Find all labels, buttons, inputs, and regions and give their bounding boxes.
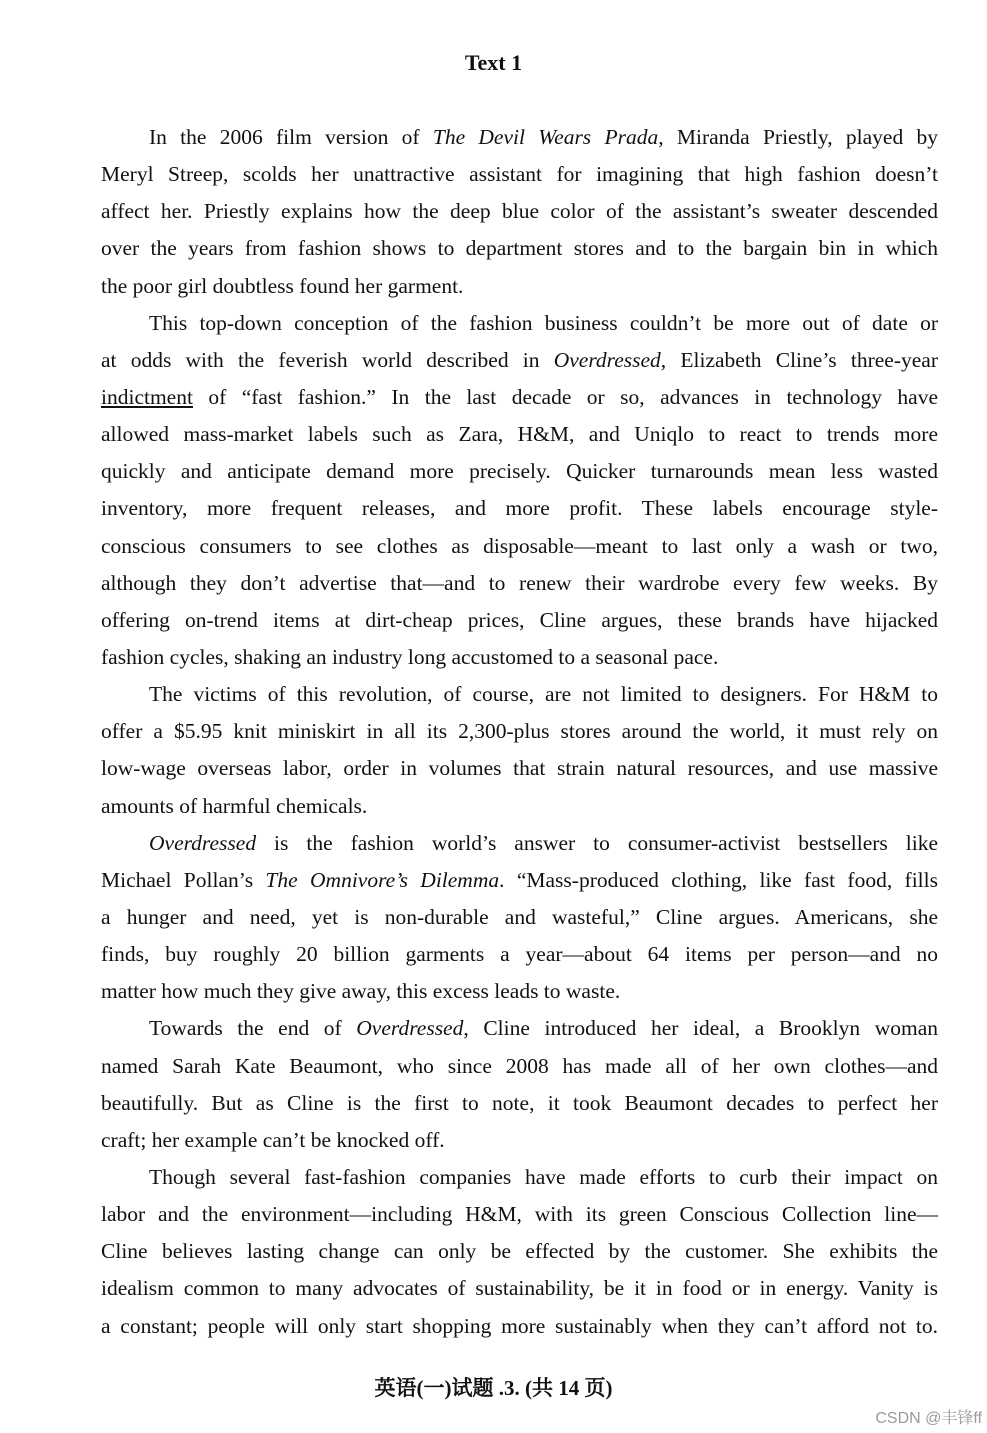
text-segment: craft; her example can’t be knocked off.: [101, 1127, 445, 1152]
text-line: [101, 1159, 938, 1196]
text-line: [101, 528, 938, 565]
italic-title: Overdressed: [356, 1016, 464, 1041]
text-segment: quickly and anticipate demand more precisely. Quicker turnarounds mean less wasted: [101, 459, 938, 484]
text-segment: offering on-trend items at dirt-cheap prices, Cline argues, these brands have hijacked: [101, 607, 938, 632]
text-line: [101, 156, 938, 193]
text-line: [101, 305, 938, 342]
text-segment: at odds with the feverish world described in: [101, 347, 554, 372]
text-segment: affect her. Priestly explains how the deep blue color of the assistant’s sweater descended: [101, 199, 938, 224]
text-line: [101, 1196, 938, 1233]
text-line: [101, 416, 938, 453]
text-line: [101, 193, 938, 230]
text-segment: labor and the environment—including H&M, with its green Conscious Collection line—: [101, 1202, 938, 1227]
text-line: [101, 230, 938, 267]
text-segment: , Cline introduced her ideal, a Brooklyn woman: [463, 1016, 938, 1041]
text-segment: matter how much they give away, this excess leads to waste.: [101, 979, 621, 1004]
text-segment: . “Mass-produced clothing, like fast food, fills: [499, 867, 938, 892]
italic-title: The Omnivore’s Dilemma: [265, 867, 500, 892]
italic-title: Overdressed: [149, 830, 257, 855]
text-line: [101, 936, 938, 973]
text-segment: , Miranda Priestly, played by: [658, 125, 938, 149]
text-segment: a constant; people will only start shopping more sustainably when they can’t afford not to.: [101, 1313, 938, 1338]
text-segment: of “fast fashion.” In the last decade or so, advances in technology have: [192, 384, 938, 409]
text-line: [101, 1122, 938, 1159]
text-segment: , Elizabeth Cline’s three-year: [660, 347, 938, 372]
text-segment: Towards the end of: [149, 1016, 357, 1041]
text-segment: inventory, more frequent releases, and more profit. These labels encourage style-: [101, 496, 938, 521]
text-segment: This top-down conception of the fashion business couldn’t be more out of date or: [149, 310, 938, 335]
text-line: [101, 379, 938, 416]
text-segment: amounts of harmful chemicals.: [101, 793, 368, 818]
italic-title: The Devil Wears Prada: [432, 125, 659, 149]
text-line: [101, 713, 938, 750]
text-line: [101, 1308, 938, 1345]
text-segment: offer a $5.95 knit miniskirt in all its 2,300-plus stores around the world, it must rely on: [101, 719, 938, 744]
text-line: [101, 453, 938, 490]
text-segment: Michael Pollan’s: [101, 867, 266, 892]
text-line: [101, 342, 938, 379]
text-line: [101, 490, 938, 527]
passage-title: Text 1: [464, 50, 523, 75]
text-line: [101, 639, 938, 676]
underlined-word: indictment: [101, 384, 193, 409]
text-line: [101, 565, 938, 602]
text-line: [101, 602, 938, 639]
text-line: [101, 825, 938, 862]
text-line: [101, 1085, 938, 1122]
text-segment: although they don’t advertise that—and to renew their wardrobe every few weeks. By: [101, 570, 938, 595]
text-segment: finds, buy roughly 20 billion garments a year—about 64 items per person—and no: [101, 942, 938, 967]
text-segment: Meryl Streep, scolds her unattractive assistant for imagining that high fashion doesn’t: [101, 162, 938, 187]
italic-title: Overdressed: [553, 347, 661, 372]
text-line: [101, 268, 938, 305]
text-segment: allowed mass-market labels such as Zara, H&M, and Uniqlo to react to trends more: [101, 422, 938, 447]
text-segment: Though several fast-fashion companies have made efforts to curb their impact on: [149, 1164, 938, 1189]
text-segment: is the fashion world’s answer to consumer-activist bestsellers like: [256, 830, 938, 855]
text-line: [101, 1233, 938, 1270]
passage-body: [101, 119, 938, 1345]
text-segment: idealism common to many advocates of sustainability, be it in food or in energy. Vanity is: [101, 1276, 938, 1301]
text-segment: named Sarah Kate Beaumont, who since 2008 has made all of her own clothes—and: [101, 1053, 938, 1078]
text-line: [101, 1270, 938, 1307]
text-line: [101, 788, 938, 825]
text-line: [101, 750, 938, 787]
text-segment: the poor girl doubtless found her garment.: [101, 273, 464, 298]
text-line: [101, 1010, 938, 1047]
watermark: CSDN @丰锋ff: [875, 1410, 982, 1427]
text-line: [101, 899, 938, 936]
text-segment: beautifully. But as Cline is the first to note, it took Beaumont decades to perfect her: [101, 1090, 938, 1115]
text-segment: In the 2006 film version of: [149, 125, 433, 149]
text-segment: fashion cycles, shaking an industry long accustomed to a seasonal pace.: [101, 644, 719, 669]
page-footer: 英语(一)试题 .3. (共 14 页): [374, 1376, 613, 1400]
text-segment: The victims of this revolution, of course, are not limited to designers. For H&M to: [149, 682, 938, 707]
text-line: [101, 973, 938, 1010]
text-line: [101, 862, 938, 899]
text-segment: a hunger and need, yet is non-durable and wasteful,” Cline argues. Americans, she: [101, 904, 938, 929]
text-segment: conscious consumers to see clothes as disposable—meant to last only a wash or two,: [101, 533, 938, 558]
text-segment: over the years from fashion shows to department stores and to the bargain bin in which: [101, 236, 938, 261]
text-line: [101, 119, 938, 156]
text-line: [101, 1048, 938, 1085]
text-segment: low-wage overseas labor, order in volumes that strain natural resources, and use massive: [101, 756, 938, 781]
text-line: [101, 676, 938, 713]
text-segment: Cline believes lasting change can only be effected by the customer. She exhibits the: [101, 1239, 938, 1264]
